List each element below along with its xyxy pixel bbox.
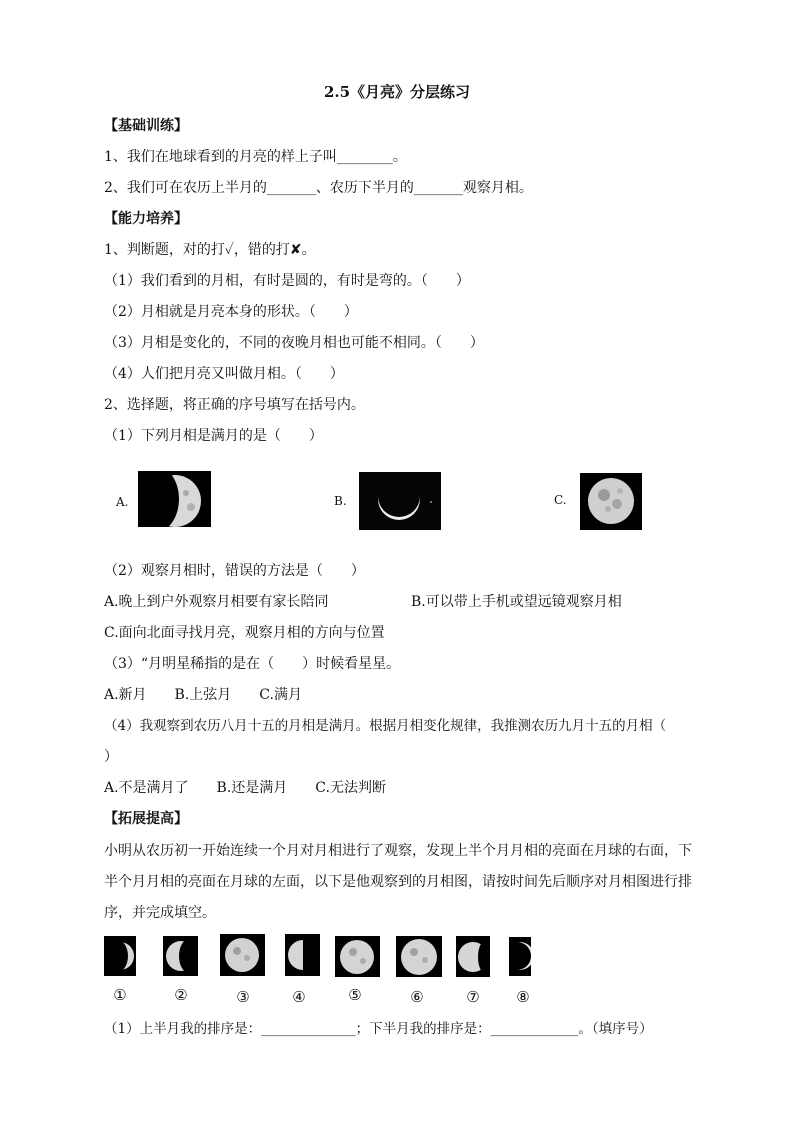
section-basic: 【基础训练】 [104, 118, 188, 134]
phase-number-3: ③ [236, 988, 250, 1006]
moon-phase-6 [396, 936, 442, 977]
extend-paragraph: 小明从农历初一开始连续一个月对月相进行了观察，发现上半个月月相的亮面在月球的右面，下半个月月相的亮面在月球的左面，以下是他观察到的月相图，请按时间先后顺序对月相图进行排序，并完成填空。 [104, 843, 692, 921]
moon-phase-8-icon [509, 937, 531, 976]
phase-number-6: ⑥ [410, 988, 424, 1006]
moon-phase-7-icon [456, 936, 490, 977]
moon-phase-5 [335, 936, 380, 977]
section-extend: 【拓展提高】 [104, 811, 188, 827]
phase-number-4: ④ [292, 988, 306, 1006]
phase-number-8: ⑧ [516, 988, 530, 1006]
crescent-moon-image [359, 472, 441, 530]
choice-question-4-cont: ） [104, 749, 118, 765]
phase-number-1: ① [113, 986, 127, 1004]
choice-q4-options: A.不是满月了 B.还是满月 C.无法判断 [104, 780, 386, 796]
judge-item-3: （3）月相是变化的，不同的夜晚月相也可能不相同。（ ） [104, 335, 484, 351]
basic-question-2: 2、我们可在农历上半月的_______、农历下半月的_______观察月相。 [104, 180, 533, 196]
moon-phase-4 [285, 934, 320, 976]
choice-q2-option-a: A.晚上到户外观察月相要有家长陪同 [104, 594, 329, 610]
judge-item-2: （2）月相就是月亮本身的形状。（ ） [104, 304, 358, 320]
choice-q2-option-c: C.面向北面寻找月亮，观察月相的方向与位置 [104, 625, 385, 641]
moon-phase-2 [163, 936, 198, 976]
phase-number-5: ⑤ [348, 986, 362, 1004]
basic-question-1: 1、我们在地球看到的月亮的样上子叫________。 [104, 149, 407, 165]
option-c-label: C. [554, 493, 567, 507]
option-b-label: B. [334, 494, 347, 508]
option-a-label: A. [116, 495, 129, 509]
moon-phase-7 [456, 936, 490, 977]
choice-intro: 2、选择题，将正确的序号填写在括号内。 [104, 397, 365, 413]
choice-question-4: （4）我观察到农历八月十五的月相是满月。根据月相变化规律，我推测农历九月十五的月相（ [104, 718, 667, 734]
moon-phase-8 [509, 937, 531, 976]
moon-phase-4-icon [285, 934, 320, 976]
page-title: 2.5《月亮》分层练习 [323, 83, 471, 101]
half-moon-icon [138, 471, 211, 527]
full-moon-icon [580, 473, 642, 530]
half-moon-image [138, 471, 211, 527]
choice-q2-option-b: B.可以带上手机或望远镜观察月相 [411, 594, 622, 610]
full-moon-image [580, 473, 642, 530]
phase-number-2: ② [174, 986, 188, 1004]
moon-phase-5-icon [335, 936, 380, 977]
moon-phase-1 [104, 936, 136, 976]
choice-question-1: （1）下列月相是满月的是（ ） [104, 428, 323, 444]
crescent-moon-icon [359, 472, 441, 530]
choice-q3-options: A.新月 B.上弦月 C.满月 [104, 687, 302, 703]
moon-phase-3-icon [220, 934, 265, 976]
section-ability: 【能力培养】 [104, 211, 188, 227]
moon-phase-6-icon [396, 936, 442, 977]
moon-phase-1-icon [104, 936, 136, 976]
moon-phase-2-icon [163, 936, 198, 976]
phase-number-7: ⑦ [466, 988, 480, 1006]
choice-question-2: （2）观察月相时，错误的方法是（ ） [104, 563, 365, 579]
judge-item-4: （4）人们把月亮又叫做月相。（ ） [104, 366, 344, 382]
extend-fill-question: （1）上半月我的排序是：______________；下半月我的排序是：_____________。（填序号） [104, 1021, 653, 1037]
choice-question-3: （3）“月明星稀指的是在（ ）时候看星星。 [104, 656, 401, 672]
judge-intro: 1、判断题，对的打✓，错的打✘。 [104, 242, 316, 258]
moon-phase-3 [220, 934, 265, 976]
judge-item-1: （1）我们看到的月相，有时是圆的，有时是弯的。（ ） [104, 273, 470, 289]
